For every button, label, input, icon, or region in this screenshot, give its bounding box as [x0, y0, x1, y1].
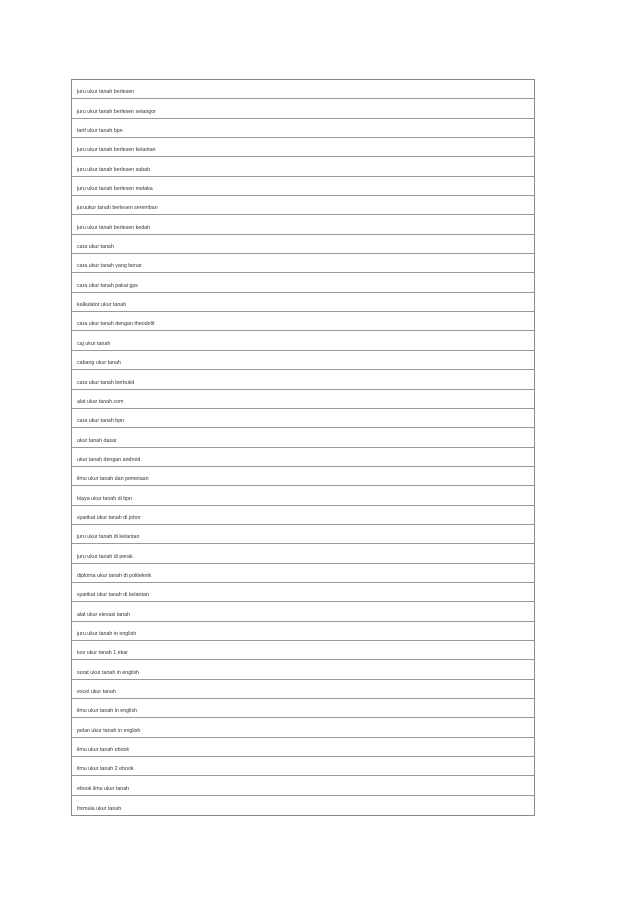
keyword-text: cara ukur tanah yang benar [77, 263, 142, 270]
table-row [72, 157, 534, 176]
table-row [72, 196, 534, 215]
table-row [72, 660, 534, 679]
table-row [72, 80, 534, 99]
table-row [72, 738, 534, 757]
keyword-text: formula ukur tanah [77, 806, 122, 813]
keyword-text: diploma ukur tanah di politeknik [77, 572, 152, 579]
keyword-text: juru ukur tanah berlesen selangor [77, 108, 156, 115]
table-row [72, 254, 534, 273]
table-row [72, 757, 534, 776]
keyword-text: ukur tanah dengan android [77, 456, 141, 463]
keyword-text: cara ukur tanah berbukit [77, 379, 135, 386]
table-row [72, 273, 534, 292]
table-row [72, 641, 534, 660]
table-row [72, 448, 534, 467]
keyword-text: alat ukur elevasi tanah [77, 611, 131, 618]
table-row [72, 699, 534, 718]
keyword-text: alat ukur tanah.com [77, 398, 124, 405]
table-row [72, 138, 534, 157]
keyword-text: ebook ilmu ukur tanah [77, 785, 130, 792]
keyword-text: tarif ukur tanah bpn [77, 128, 123, 135]
keyword-text: syarikat ukur tanah di kelantan [77, 592, 149, 599]
keyword-text: ilmu ukur tanah in english [77, 708, 138, 715]
table-row [72, 177, 534, 196]
table-row [72, 119, 534, 138]
keyword-text: pelan ukur tanah in english [77, 727, 141, 734]
table-row [72, 293, 534, 312]
keyword-text: ilmu ukur tanah ebook [77, 747, 130, 754]
table-row [72, 351, 534, 370]
keyword-text: excel ukur tanah [77, 689, 116, 695]
keyword-text: surat ukur tanah in english [77, 669, 140, 676]
table-row [72, 776, 534, 795]
table-row [72, 370, 534, 389]
keyword-text: ilmu ukur tanah 2 ebook [77, 766, 134, 773]
table-row [72, 390, 534, 409]
table-row [72, 312, 534, 331]
table-row [72, 680, 534, 699]
table-row [72, 622, 534, 641]
keyword-text: ilmu ukur tanah dan pemetaan [77, 476, 149, 483]
table-row [72, 564, 534, 583]
table-row [72, 506, 534, 525]
keyword-text: juruukur tanah berlesen seremban [77, 205, 158, 212]
keyword-text: juru ukur tanah berlesen kedah [77, 224, 151, 231]
table-row [72, 486, 534, 505]
keyword-text: cara ukur tanah dengan theodolit [77, 321, 155, 328]
keyword-text: cara ukur tanah [77, 244, 114, 251]
keyword-text: juru ukur tanah di perak [77, 553, 133, 560]
keyword-text: kalkulator ukur tanah [77, 302, 127, 309]
table-row [72, 235, 534, 254]
table-row [72, 544, 534, 563]
table-row [72, 718, 534, 737]
table-row [72, 583, 534, 602]
keyword-text: cara ukur tanah pakai gps [77, 282, 138, 289]
table-row [72, 409, 534, 428]
table-row [72, 796, 534, 815]
keyword-table [71, 79, 535, 816]
keyword-text: biaya ukur tanah di bpn [77, 495, 133, 502]
table-row [72, 602, 534, 621]
keyword-text: juru ukur tanah berlesen sabah [77, 166, 151, 173]
keyword-text: cabang ukur tanah [77, 360, 121, 367]
keyword-text: ukur tanah dasar [77, 437, 117, 444]
table-row [72, 331, 534, 350]
table-row [72, 525, 534, 544]
keyword-text: juru ukur tanah berlesen kelantan [77, 147, 156, 154]
table-row [72, 467, 534, 486]
table-row [72, 428, 534, 447]
table-row [72, 215, 534, 234]
keyword-text: syarikat ukur tanah di johor [77, 514, 141, 521]
table-row [72, 99, 534, 118]
keyword-text: juru ukur tanah berlesen [77, 89, 135, 96]
keyword-text: caj ukur tanah [77, 340, 111, 347]
keyword-text: kos ukur tanah 1 ekar [77, 650, 128, 657]
keyword-text: juru ukur tanah in english [77, 630, 137, 637]
keyword-text: cara ukur tanah bpn [77, 418, 125, 425]
keyword-text: juru ukur tanah berlesen melaka [77, 186, 153, 193]
keyword-text: juru ukur tanah di kelantan [77, 534, 140, 541]
